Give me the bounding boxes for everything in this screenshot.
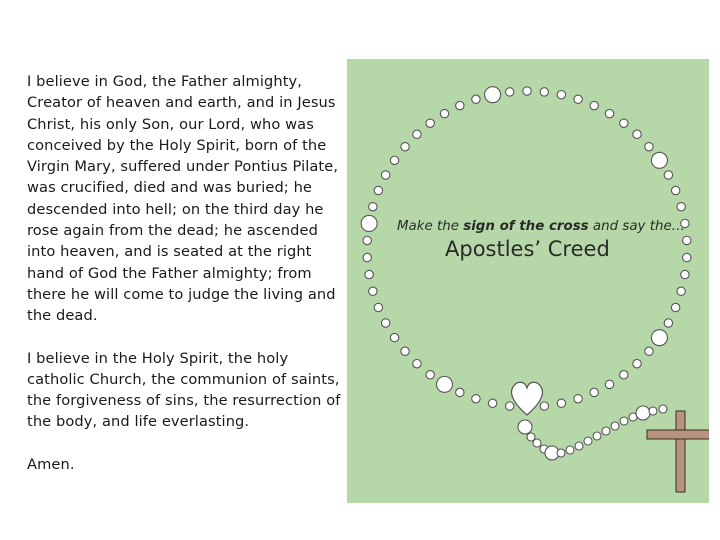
rosary-bead (584, 437, 592, 445)
rosary-bead (533, 439, 541, 447)
rosary-bead (374, 186, 382, 194)
rosary-bead (651, 330, 667, 346)
prayer-amen: Amen. (27, 455, 75, 473)
rosary-bead (671, 303, 679, 311)
rosary-bead (620, 119, 628, 127)
rosary-bead (611, 422, 619, 430)
rosary-bead (574, 95, 582, 103)
rosary-bead (506, 88, 514, 96)
rosary-bead (518, 420, 532, 434)
rosary-bead (426, 119, 434, 127)
rosary-bead (683, 253, 691, 261)
rosary-bead (540, 402, 548, 410)
rosary-illustration (347, 59, 709, 503)
rosary-bead (664, 319, 672, 327)
rosary-bead (426, 371, 434, 379)
rosary-bead (590, 101, 598, 109)
prayer-paragraph-1: I believe in God, the Father almighty, Creator of heaven and earth, and in Jesus Christ, his only Son, our Lord, who was conceived by the Holy Spirit, born of the Virgin Mary, suffered under Pontius Pilate, was crucified, died and was buried; he descended into hell; on the third day he rose again from the dead; he ascended into heaven, and is seated at the right hand of God the Father almighty; from there he will come to judge the living and the dead. (27, 73, 339, 325)
rosary-bead (390, 333, 398, 341)
rosary-panel (347, 59, 709, 503)
rosary-bead (590, 388, 598, 396)
rosary-bead (369, 287, 377, 295)
rosary-bead (620, 371, 628, 379)
instruction-text (397, 219, 685, 234)
rosary-bead (363, 236, 371, 244)
rosary-bead (456, 388, 464, 396)
rosary-bead (374, 303, 382, 311)
rosary-bead (636, 406, 650, 420)
prayer-paragraph-2: I believe in the Holy Spirit, the holy catholic Church, the communion of saints, the forgiveness of sins, the resurrection of the body, and life everlasting. (27, 349, 341, 431)
rosary-bead (651, 152, 667, 168)
rosary-bead (485, 87, 501, 103)
rosary-bead (620, 417, 628, 425)
rosary-bead (437, 376, 453, 392)
rosary-bead (605, 380, 613, 388)
rosary-bead (677, 203, 685, 211)
rosary-bead (677, 287, 685, 295)
rosary-bead (566, 446, 574, 454)
rosary-bead (413, 360, 421, 368)
rosary-bead (401, 143, 409, 151)
rosary-bead (472, 95, 480, 103)
instruction-after: and say the… (588, 219, 686, 234)
rosary-bead (681, 270, 689, 278)
rosary-bead (575, 442, 583, 450)
rosary-bead (365, 270, 373, 278)
instruction-before: Make the (397, 219, 464, 234)
rosary-bead (605, 109, 613, 117)
rosary-bead (557, 449, 565, 457)
rosary-bead (506, 402, 514, 410)
rosary-bead (671, 186, 679, 194)
rosary-bead (664, 171, 672, 179)
rosary-bead (633, 130, 641, 138)
rosary-bead (381, 319, 389, 327)
cross-icon (647, 411, 709, 492)
rosary-bead (401, 347, 409, 355)
rosary-bead (540, 88, 548, 96)
rosary-bead (633, 360, 641, 368)
rosary-bead (440, 109, 448, 117)
rosary-bead (557, 90, 565, 98)
rosary-bead (557, 399, 565, 407)
rosary-bead (602, 427, 610, 435)
rosary-bead (659, 405, 667, 413)
rosary-bead (645, 143, 653, 151)
heart-centerpiece (512, 382, 543, 415)
rosary-bead (645, 347, 653, 355)
rosary-bead (369, 203, 377, 211)
rosary-bead (649, 407, 657, 415)
prayer-text (27, 71, 342, 475)
rosary-bead (683, 236, 691, 244)
rosary-bead (361, 215, 377, 231)
rosary-bead (472, 395, 480, 403)
instruction-emphasis: sign of the cross (463, 219, 589, 234)
creed-title: Apostles’ Creed (445, 237, 610, 261)
rosary-bead (488, 399, 496, 407)
rosary-bead (523, 87, 531, 95)
rosary-bead (390, 156, 398, 164)
rosary-bead (456, 101, 464, 109)
rosary-bead (593, 432, 601, 440)
rosary-bead (413, 130, 421, 138)
rosary-bead (381, 171, 389, 179)
rosary-bead (363, 253, 371, 261)
rosary-bead (574, 395, 582, 403)
